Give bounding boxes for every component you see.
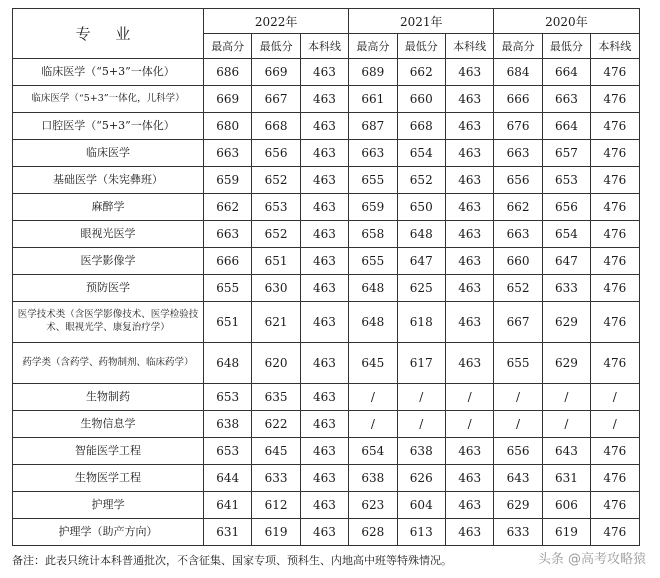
table-footnote: 备注：此表只统计本科普通批次，不含征集、国家专项、预科生、内地高中班等特殊情况。 bbox=[12, 554, 452, 567]
sub-header-line: 本科线 bbox=[591, 34, 639, 59]
table-row bbox=[13, 221, 640, 248]
score-cell: 653 bbox=[542, 167, 590, 194]
score-cell: 663 bbox=[494, 221, 542, 248]
score-cell: 656 bbox=[542, 194, 590, 221]
score-cell: 663 bbox=[542, 86, 590, 113]
score-cell: 669 bbox=[252, 59, 300, 86]
score-cell: 656 bbox=[494, 438, 542, 465]
score-cell: 606 bbox=[542, 492, 590, 519]
score-cell: 667 bbox=[252, 86, 300, 113]
score-cell: 645 bbox=[252, 438, 300, 465]
table-row bbox=[13, 438, 640, 465]
score-cell: 617 bbox=[397, 343, 445, 384]
score-cell: 668 bbox=[252, 113, 300, 140]
score-cell: 641 bbox=[204, 492, 252, 519]
major-name-cell: 口腔医学（“5+3”一体化） bbox=[13, 113, 204, 140]
score-cell: 476 bbox=[591, 221, 639, 248]
year-header-2020: 2020年 bbox=[494, 9, 639, 34]
score-cell: 663 bbox=[349, 140, 397, 167]
score-cell: 654 bbox=[542, 221, 590, 248]
score-cell: / bbox=[542, 384, 590, 411]
score-cell: 476 bbox=[591, 438, 639, 465]
score-cell: 633 bbox=[252, 465, 300, 492]
score-cell: 463 bbox=[445, 519, 493, 546]
score-cell: 463 bbox=[300, 438, 348, 465]
score-cell: / bbox=[349, 411, 397, 438]
score-cell: 659 bbox=[349, 194, 397, 221]
major-name-cell: 智能医学工程 bbox=[13, 438, 204, 465]
score-cell: 463 bbox=[300, 411, 348, 438]
table-row bbox=[13, 140, 640, 167]
score-cell: 652 bbox=[252, 221, 300, 248]
score-cell: 629 bbox=[542, 302, 590, 343]
score-cell: 463 bbox=[445, 465, 493, 492]
score-cell: 689 bbox=[349, 59, 397, 86]
score-cell: 645 bbox=[349, 343, 397, 384]
table-row bbox=[13, 492, 640, 519]
score-cell: 463 bbox=[300, 343, 348, 384]
score-cell: 463 bbox=[300, 492, 348, 519]
score-cell: 651 bbox=[252, 248, 300, 275]
score-cell: 463 bbox=[300, 275, 348, 302]
score-cell: 638 bbox=[397, 438, 445, 465]
score-cell: 651 bbox=[204, 302, 252, 343]
table-row bbox=[13, 343, 640, 384]
score-cell: 619 bbox=[252, 519, 300, 546]
table-row bbox=[13, 411, 640, 438]
sub-header-max: 最高分 bbox=[349, 34, 397, 59]
score-cell: 622 bbox=[252, 411, 300, 438]
score-cell: 463 bbox=[300, 221, 348, 248]
score-cell: 663 bbox=[204, 140, 252, 167]
score-cell: 647 bbox=[397, 248, 445, 275]
score-cell: 668 bbox=[397, 113, 445, 140]
score-cell: 655 bbox=[494, 343, 542, 384]
major-name-cell: 护理学 bbox=[13, 492, 204, 519]
score-cell: 630 bbox=[252, 275, 300, 302]
score-cell: 463 bbox=[445, 275, 493, 302]
score-cell: 648 bbox=[204, 343, 252, 384]
score-cell: 625 bbox=[397, 275, 445, 302]
sub-header-min: 最低分 bbox=[542, 34, 590, 59]
major-name-cell: 药学类（含药学、药物制剂、临床药学） bbox=[13, 343, 204, 384]
major-name-cell: 预防医学 bbox=[13, 275, 204, 302]
score-cell: / bbox=[445, 384, 493, 411]
score-cell: 476 bbox=[591, 59, 639, 86]
score-cell: 463 bbox=[300, 302, 348, 343]
table-row bbox=[13, 59, 640, 86]
score-cell: 667 bbox=[494, 302, 542, 343]
score-cell: 463 bbox=[300, 519, 348, 546]
score-cell: 647 bbox=[542, 248, 590, 275]
score-cell: 654 bbox=[349, 438, 397, 465]
score-cell: 628 bbox=[349, 519, 397, 546]
score-cell: 476 bbox=[591, 86, 639, 113]
score-cell: 618 bbox=[397, 302, 445, 343]
score-cell: 463 bbox=[300, 465, 348, 492]
major-name-cell: 临床医学（“5+3”一体化，儿科学） bbox=[13, 86, 204, 113]
score-cell: 669 bbox=[204, 86, 252, 113]
score-cell: 629 bbox=[542, 343, 590, 384]
major-name-cell: 生物医学工程 bbox=[13, 465, 204, 492]
year-header-2021: 2021年 bbox=[349, 9, 494, 34]
score-cell: 476 bbox=[591, 194, 639, 221]
major-name-cell: 临床医学 bbox=[13, 140, 204, 167]
score-cell: 463 bbox=[300, 384, 348, 411]
major-name-cell: 眼视光医学 bbox=[13, 221, 204, 248]
score-cell: 626 bbox=[397, 465, 445, 492]
score-cell: 463 bbox=[445, 113, 493, 140]
score-cell: 660 bbox=[397, 86, 445, 113]
score-cell: 644 bbox=[204, 465, 252, 492]
score-cell: 648 bbox=[349, 302, 397, 343]
score-cell: 463 bbox=[300, 59, 348, 86]
score-cell: 463 bbox=[300, 167, 348, 194]
table-row bbox=[13, 113, 640, 140]
score-cell: 476 bbox=[591, 465, 639, 492]
sub-header-line: 本科线 bbox=[300, 34, 348, 59]
table-header bbox=[13, 9, 640, 59]
watermark: 头条 @高考攻略猿 bbox=[537, 552, 646, 567]
score-cell: 648 bbox=[349, 275, 397, 302]
admission-score-table bbox=[12, 8, 640, 546]
score-cell: 463 bbox=[445, 248, 493, 275]
score-cell: 664 bbox=[542, 113, 590, 140]
score-cell: 653 bbox=[252, 194, 300, 221]
score-cell: 680 bbox=[204, 113, 252, 140]
table-row bbox=[13, 167, 640, 194]
score-cell: 463 bbox=[445, 140, 493, 167]
score-cell: 476 bbox=[591, 275, 639, 302]
score-cell: 623 bbox=[349, 492, 397, 519]
score-cell: 463 bbox=[300, 194, 348, 221]
score-cell: 633 bbox=[542, 275, 590, 302]
year-header-2022: 2022年 bbox=[204, 9, 349, 34]
score-cell: 604 bbox=[397, 492, 445, 519]
score-cell: / bbox=[349, 384, 397, 411]
score-cell: 463 bbox=[300, 248, 348, 275]
table-row bbox=[13, 302, 640, 343]
score-cell: 638 bbox=[349, 465, 397, 492]
table-row bbox=[13, 384, 640, 411]
score-cell: 476 bbox=[591, 302, 639, 343]
score-cell: 463 bbox=[445, 167, 493, 194]
score-cell: 663 bbox=[204, 221, 252, 248]
score-cell: 658 bbox=[349, 221, 397, 248]
sub-header-line: 本科线 bbox=[445, 34, 493, 59]
score-cell: 476 bbox=[591, 248, 639, 275]
score-cell: / bbox=[542, 411, 590, 438]
sub-header-min: 最低分 bbox=[252, 34, 300, 59]
table-row bbox=[13, 275, 640, 302]
sub-header-max: 最高分 bbox=[494, 34, 542, 59]
score-cell: 662 bbox=[494, 194, 542, 221]
score-cell: 652 bbox=[252, 167, 300, 194]
score-cell: 629 bbox=[494, 492, 542, 519]
score-cell: / bbox=[494, 384, 542, 411]
score-cell: 661 bbox=[349, 86, 397, 113]
score-cell: 619 bbox=[542, 519, 590, 546]
score-cell: 463 bbox=[445, 59, 493, 86]
score-cell: 463 bbox=[300, 113, 348, 140]
score-cell: 476 bbox=[591, 343, 639, 384]
score-cell: 684 bbox=[494, 59, 542, 86]
major-column-header: 专 业 bbox=[13, 9, 204, 59]
score-cell: 664 bbox=[542, 59, 590, 86]
major-name-cell: 基础医学（朱宪彝班） bbox=[13, 167, 204, 194]
score-cell: 476 bbox=[591, 140, 639, 167]
table-row bbox=[13, 465, 640, 492]
score-cell: 656 bbox=[252, 140, 300, 167]
score-cell: 620 bbox=[252, 343, 300, 384]
score-cell: 686 bbox=[204, 59, 252, 86]
score-cell: 463 bbox=[445, 86, 493, 113]
sub-header-max: 最高分 bbox=[204, 34, 252, 59]
score-cell: 613 bbox=[397, 519, 445, 546]
score-cell: 631 bbox=[542, 465, 590, 492]
score-cell: 463 bbox=[445, 221, 493, 248]
score-cell: 476 bbox=[591, 167, 639, 194]
score-cell: 662 bbox=[397, 59, 445, 86]
score-cell: / bbox=[591, 411, 639, 438]
table-row bbox=[13, 86, 640, 113]
major-name-cell: 医学技术类（含医学影像技术、医学检验技术、眼视光学、康复治疗学） bbox=[13, 302, 204, 343]
score-cell: 659 bbox=[204, 167, 252, 194]
score-cell: 687 bbox=[349, 113, 397, 140]
score-cell: 656 bbox=[494, 167, 542, 194]
score-cell: 463 bbox=[445, 194, 493, 221]
score-cell: 463 bbox=[445, 343, 493, 384]
score-cell: / bbox=[397, 384, 445, 411]
score-cell: 663 bbox=[494, 140, 542, 167]
score-cell: 666 bbox=[494, 86, 542, 113]
score-cell: 476 bbox=[591, 519, 639, 546]
score-cell: 652 bbox=[494, 275, 542, 302]
score-cell: 660 bbox=[494, 248, 542, 275]
score-cell: 463 bbox=[445, 302, 493, 343]
score-cell: 662 bbox=[204, 194, 252, 221]
score-cell: 633 bbox=[494, 519, 542, 546]
score-cell: 653 bbox=[204, 438, 252, 465]
score-cell: 643 bbox=[494, 465, 542, 492]
score-cell: / bbox=[591, 384, 639, 411]
major-name-cell: 护理学（助产方向） bbox=[13, 519, 204, 546]
score-cell: 650 bbox=[397, 194, 445, 221]
score-cell: 463 bbox=[300, 86, 348, 113]
score-cell: 638 bbox=[204, 411, 252, 438]
table-row bbox=[13, 519, 640, 546]
score-cell: 655 bbox=[349, 167, 397, 194]
score-cell: 612 bbox=[252, 492, 300, 519]
table-row bbox=[13, 194, 640, 221]
major-name-cell: 临床医学（“5+3”一体化） bbox=[13, 59, 204, 86]
score-cell: 666 bbox=[204, 248, 252, 275]
table-row bbox=[13, 248, 640, 275]
major-name-cell: 生物信息学 bbox=[13, 411, 204, 438]
score-cell: 476 bbox=[591, 492, 639, 519]
score-cell: 655 bbox=[349, 248, 397, 275]
score-cell: 657 bbox=[542, 140, 590, 167]
score-cell: 653 bbox=[204, 384, 252, 411]
score-cell: 655 bbox=[204, 275, 252, 302]
score-cell: 631 bbox=[204, 519, 252, 546]
score-cell: / bbox=[445, 411, 493, 438]
major-name-cell: 麻醉学 bbox=[13, 194, 204, 221]
score-cell: 635 bbox=[252, 384, 300, 411]
score-cell: 621 bbox=[252, 302, 300, 343]
score-cell: 648 bbox=[397, 221, 445, 248]
score-cell: 643 bbox=[542, 438, 590, 465]
score-cell: 463 bbox=[445, 438, 493, 465]
score-cell: 652 bbox=[397, 167, 445, 194]
score-cell: 463 bbox=[445, 492, 493, 519]
score-cell: 676 bbox=[494, 113, 542, 140]
sub-header-min: 最低分 bbox=[397, 34, 445, 59]
score-cell: 463 bbox=[300, 140, 348, 167]
score-cell: 476 bbox=[591, 113, 639, 140]
score-cell: 654 bbox=[397, 140, 445, 167]
table-body bbox=[13, 59, 640, 546]
score-cell: / bbox=[397, 411, 445, 438]
major-name-cell: 生物制药 bbox=[13, 384, 204, 411]
major-name-cell: 医学影像学 bbox=[13, 248, 204, 275]
score-cell: / bbox=[494, 411, 542, 438]
